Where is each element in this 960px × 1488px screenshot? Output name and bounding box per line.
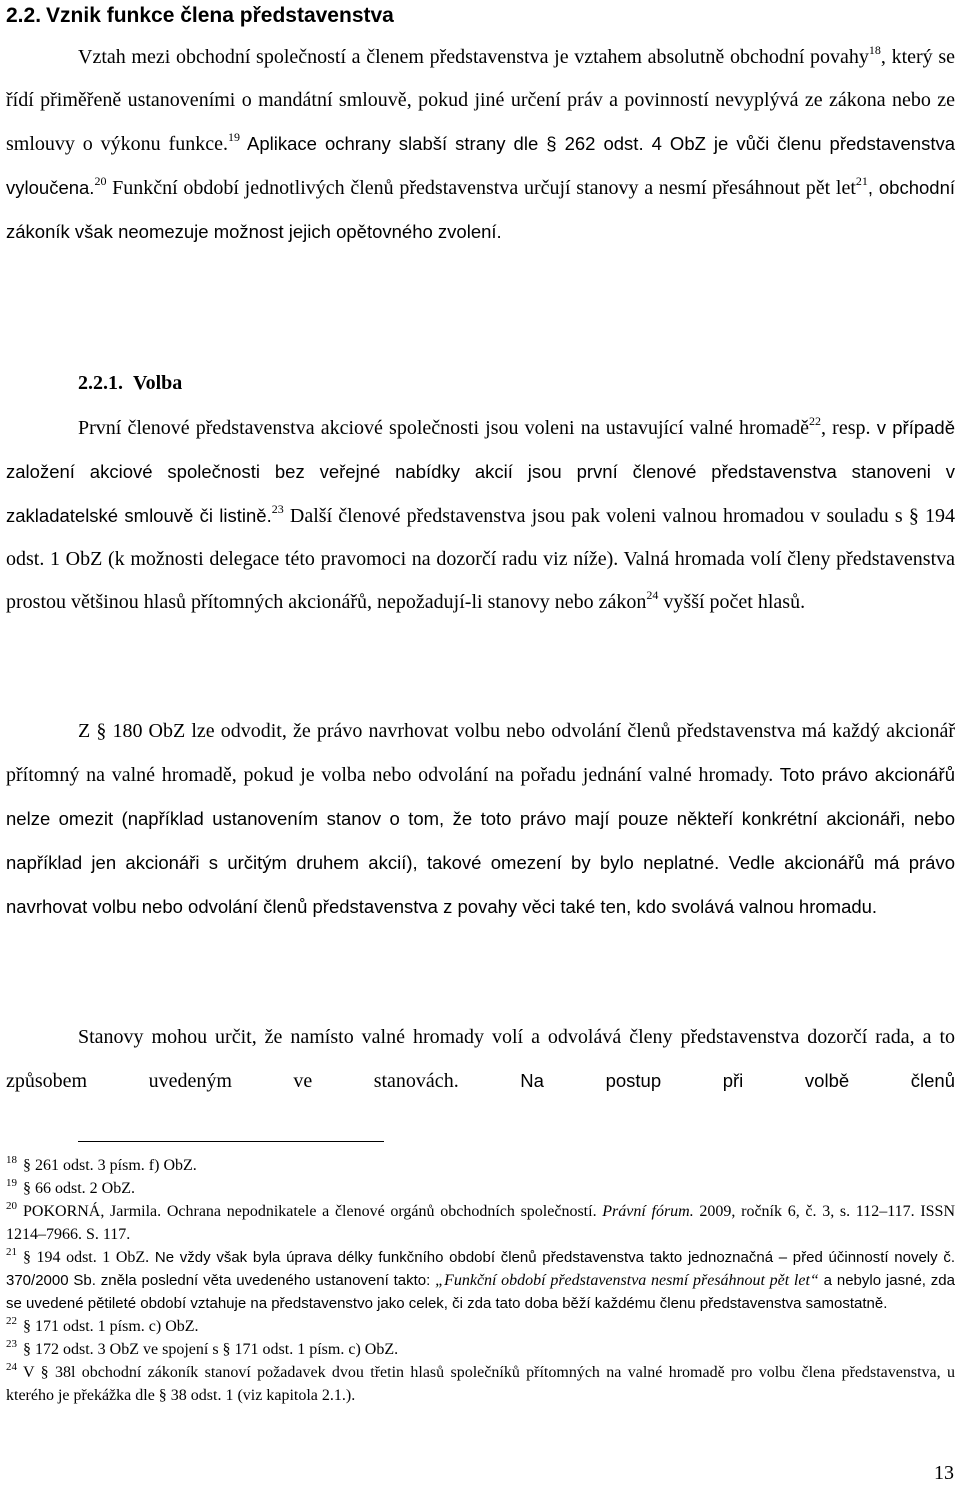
footnote-text: § 194 odst. 1 ObZ. <box>23 1249 150 1266</box>
footnote-20 <box>6 1200 955 1246</box>
footnote-quote: „Funkční období představenstva nesmí přesáhnout pět let“ <box>435 1272 819 1289</box>
footnote-ref-19[interactable]: 19 <box>227 130 240 144</box>
text-run: , který se řídí přiměřeně ustanoveními o mandátní smlouvě, pokud jiné určení práv a povinností nevyplývá ze zákona nebo ze smlouvy o výkonu funkce. <box>6 46 955 155</box>
footnote-ref-24[interactable]: 24 <box>646 588 659 602</box>
text-run: Toto právo akcionářů nelze omezit (například ustanovením stanov o tom, že toto právo mají pouze někteří konkrétní akcionáři, nebo například jen akcionáři s určitým druhem akcií), takové omezení by bylo neplatné. Vedle akcionářů má právo navrhovat volbu nebo odvolání členů představenstva z povahy věci také ten, kdo svolává valnou hromadu. <box>6 764 955 917</box>
footnote-21 <box>6 1246 955 1315</box>
text-run: Stanovy mohou určit, že namísto valné hromady volí a odvolává členy představenstva dozorčí rada, a to způsobem uvedeným ve stanovách. <box>6 1026 955 1092</box>
text-run: , obchodní zákoník však neomezuje možnost jejich opětovného zvolení. <box>6 177 955 242</box>
text-run: Z § 180 ObZ lze odvodit, že právo navrhovat volbu nebo odvolání členů představenstva má každý akcionář přítomný na valné hromadě, pokud je volba nebo odvolání na pořadu jednání valné hromady. <box>6 720 955 786</box>
footnote-ref-22[interactable]: 22 <box>809 414 822 428</box>
paragraph-election <box>6 406 955 624</box>
text-run: Na postup při volbě členů <box>458 1070 955 1091</box>
text-run: První členové představenstva akciové společnosti jsou voleni na ustavující valné hromadě <box>78 417 810 439</box>
footnote-number: 20 <box>6 1200 17 1212</box>
text-run: , resp. <box>821 417 871 439</box>
footnote-text: § 261 odst. 3 písm. f) ObZ. <box>23 1157 197 1174</box>
footnote-ref-20[interactable]: 20 <box>94 174 107 188</box>
subsection-heading <box>78 368 182 398</box>
footnote-18 <box>6 1154 955 1177</box>
footnote-text: V § 38l obchodní zákoník stanoví požadavek dvou třetin hlasů společníků přítomných na valné hromadě pro volbu člena představenstva, u kterého je překážka dle § 38 odst. 1 (viz kapitola 2.1.). <box>6 1364 955 1404</box>
footnote-separator <box>78 1141 384 1142</box>
footnote-number: 23 <box>6 1338 17 1350</box>
footnote-number: 19 <box>6 1177 17 1189</box>
page-number: 13 <box>934 1462 954 1484</box>
text-run: Vztah mezi obchodní společností a členem představenstva je vztahem absolutně obchodní povahy <box>78 46 869 68</box>
footnote-text: POKORNÁ, Jarmila. Ochrana nepodnikatele a členové orgánů obchodních společností. <box>23 1203 603 1220</box>
footnote-24 <box>6 1361 955 1407</box>
section-number: 2.2. <box>6 4 42 27</box>
subsection-title: Volba <box>133 372 183 394</box>
text-run: Další členové představenstva jsou pak voleni valnou hromadou v souladu s § 194 odst. 1 ObZ (k možnosti delegace této pravomoci na dozorčí radu viz níže). Valná hromada volí členy představenstva prostou většinou hlasů přítomných akcionářů, nepožadují-li stanovy nebo zákon <box>6 505 955 613</box>
footnote-number: 24 <box>6 1361 17 1373</box>
footnote-22 <box>6 1315 955 1338</box>
footnote-journal-title: Právní fórum. <box>602 1203 694 1220</box>
footnote-19 <box>6 1177 955 1200</box>
footnote-23 <box>6 1338 955 1361</box>
footnote-text: Ne vždy však byla úprava délky funkčního období členů představenstva takto jednoznačná – před účinností novely č. 370/2000 Sb. zněla poslední věta uvedeného ustanovení takto: <box>6 1249 956 1289</box>
footnote-text: § 66 odst. 2 ObZ. <box>23 1180 135 1197</box>
footnote-text: § 172 odst. 3 ObZ ve spojení s § 171 odst. 1 písm. c) ObZ. <box>23 1341 399 1358</box>
footnote-text: § 171 odst. 1 písm. c) ObZ. <box>23 1318 199 1335</box>
footnote-text: 2009, ročník 6, č. 3, s. 112–117. ISSN 1214–7966. S. 117. <box>6 1203 955 1243</box>
paragraph-proposal-right <box>6 710 955 929</box>
footnote-number: 21 <box>6 1246 17 1258</box>
subsection-number: 2.2.1. <box>78 372 123 394</box>
text-run: Funkční období jednotlivých členů představenstva určují stanovy a nesmí přesáhnout pět let <box>106 177 856 199</box>
section-heading <box>6 2 394 30</box>
footnote-ref-23[interactable]: 23 <box>271 502 284 516</box>
footnote-number: 18 <box>6 1154 17 1166</box>
text-run: vyšší počet hlasů. <box>658 591 806 613</box>
footnotes-list <box>6 1154 955 1407</box>
footnote-number: 22 <box>6 1315 17 1327</box>
paragraph-statutes <box>6 1016 955 1103</box>
paragraph-relationship <box>6 36 955 254</box>
section-title: Vznik funkce člena představenstva <box>46 4 394 27</box>
text-run: v případě založení akciové společnosti bez veřejné nabídky akcií jsou první členové představenstva stanoveni v zakladatelské smlouvě či listině. <box>6 417 956 526</box>
footnote-ref-18[interactable]: 18 <box>868 43 881 57</box>
text-run: Aplikace ochrany slabší strany dle § 262 odst. 4 ObZ je vůči členu představenstva vyloučena. <box>6 133 956 198</box>
footnote-ref-21[interactable]: 21 <box>855 174 868 188</box>
footnote-text: a nebylo jasné, zda se uvedené pětileté období vztahuje na představenstvo jako celek, či zda tato doba běží každému členu představenstva samostatně. <box>6 1272 955 1312</box>
